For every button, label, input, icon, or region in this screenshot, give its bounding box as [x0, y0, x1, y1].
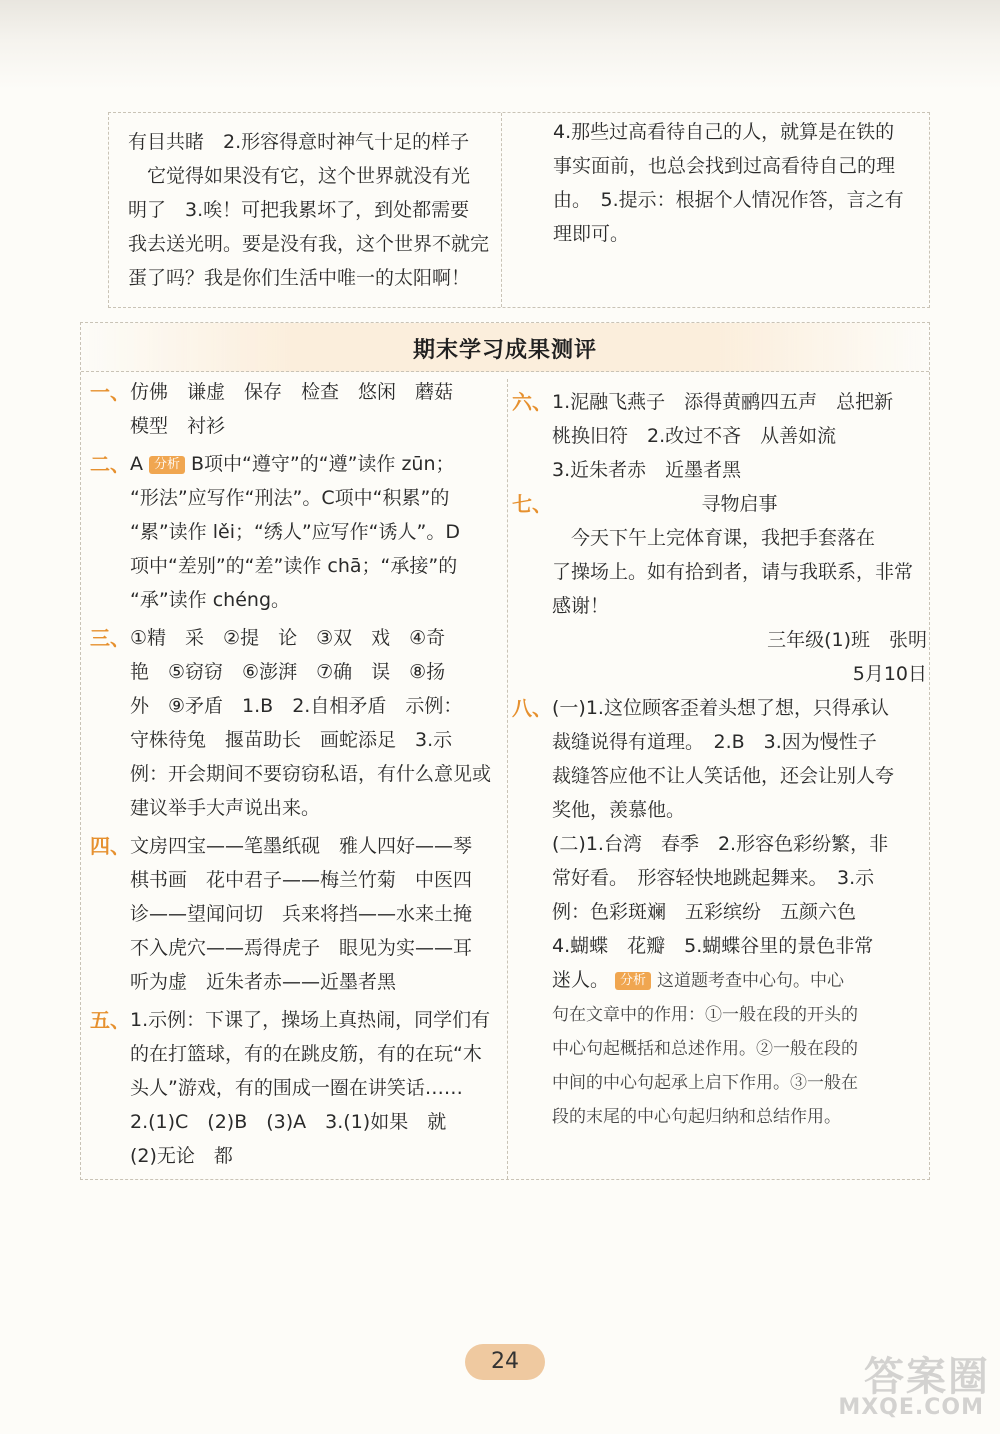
column-divider [507, 379, 508, 1179]
text-line: 听为虚 近朱者赤——近墨者黑 [130, 971, 397, 993]
text-line: 事实面前，也总会找到过高看待自己的理 [553, 155, 896, 177]
top-left-column [128, 125, 488, 295]
title-band [81, 323, 929, 372]
column-divider [501, 113, 502, 307]
analysis-text: 这道题考查中心句。中心 [657, 971, 845, 991]
text-line: 艳 ⑤窃窃 ⑥澎湃 ⑦确 误 ⑧扬 [130, 661, 446, 683]
answer-item-2 [90, 447, 505, 617]
top-right-column [553, 115, 923, 251]
watermark-logo: 答案圈 MXQE.COM [838, 1354, 990, 1420]
answer-item-3 [90, 621, 505, 825]
text-line: 明了 3.唉！可把我累坏了，到处都需要 [128, 199, 470, 221]
text-line: (二)1.台湾 春季 2.形容色彩纷繁，非 [552, 833, 889, 855]
text-line: 蛋了吗？我是你们生活中唯一的太阳啊！ [128, 267, 471, 289]
text-line: 建议举手大声说出来。 [130, 797, 321, 819]
text-line [130, 447, 505, 481]
item-number: 七、 [512, 492, 552, 516]
text-line: 了操场上。如有拾到者，请与我联系，非常 [552, 561, 914, 583]
answer-item-1 [90, 375, 505, 443]
text-line [552, 963, 927, 998]
text-line: ①精 采 ②提 论 ③双 戏 ④奇 [130, 627, 446, 649]
item-number: 三、 [90, 626, 130, 650]
notice-title: 寻物启事 [701, 493, 778, 515]
text-line: 外 ⑨矛盾 1.B 2.自相矛盾 示例： [130, 695, 463, 717]
text-line: “承”读作 chéng。 [130, 589, 291, 611]
notice-date: 5月10日 [852, 663, 927, 685]
text-line: 奖他，羡慕他。 [552, 799, 686, 821]
section-title: 期末学习成果测评 [412, 338, 597, 363]
text-line: 3.近朱者赤 近墨者黑 [552, 459, 742, 481]
text-line: 4.那些过高看待自己的人，就算是在铁的 [553, 121, 895, 143]
notice-signature: 三年级(1)班 张明 [767, 629, 927, 651]
item-number: 五、 [90, 1008, 130, 1032]
text-line: 今天下午上完体育课，我把手套落在 [552, 527, 876, 549]
text-line: “累”读作 lěi；“绣人”应写作“诱人”。D [130, 521, 460, 543]
text-line: 文房四宝——笔墨纸砚 雅人四好——琴 [130, 835, 473, 857]
right-answer-column [512, 385, 927, 1134]
analysis-line: 中心句起概括和总述作用。②一般在段的 [552, 1039, 858, 1059]
text-line: 项中“差别”的“差”读作 chā；“承接”的 [130, 555, 458, 577]
text-line: “形法”应写作“刑法”。C项中“积累”的 [130, 487, 450, 509]
text-line: 棋书画 花中君子——梅兰竹菊 中医四 [130, 869, 473, 891]
text-line: 2.(1)C (2)B (3)A 3.(1)如果 就 [130, 1111, 447, 1133]
answer-letter: A [130, 453, 143, 475]
text-line: 头人”游戏，有的围成一圈在讲笑话…… [130, 1077, 463, 1099]
item-number: 六、 [512, 390, 552, 414]
text-line: 仿佛 谦虚 保存 检查 悠闲 蘑菇 [130, 381, 454, 403]
scan-edge [0, 0, 1000, 90]
answer-item-8 [512, 691, 927, 1134]
text-line: 1.泥融飞燕子 添得黄鹂四五声 总把新 [552, 391, 894, 413]
analysis-badge: 分析 [149, 456, 185, 474]
text-line: 我去送光明。要是没有我，这个世界不就完 [128, 233, 490, 255]
item-number: 八、 [512, 696, 552, 720]
text-line: 例：色彩斑斓 五彩缤纷 五颜六色 [552, 901, 857, 923]
text-line: 守株待兔 揠苗助长 画蛇添足 3.示 [130, 729, 453, 751]
analysis-text: B项中“遵守”的“遵”读作 zūn； [191, 453, 455, 475]
answer-item-4 [90, 829, 505, 999]
text-line: 裁缝答应他不让人笑话他，还会让别人夸 [552, 765, 895, 787]
text-line: 1.示例：下课了，操场上真热闹，同学们有 [130, 1009, 491, 1031]
text-line: 裁缝说得有道理。 2.B 3.因为慢性子 [552, 731, 877, 753]
text-line: 的在打篮球，有的在跳皮筋，有的在玩“木 [130, 1043, 482, 1065]
analysis-badge: 分析 [615, 972, 651, 990]
text-line: 理即可。 [553, 223, 630, 245]
text-line: 桃换旧符 2.改过不吝 从善如流 [552, 425, 837, 447]
analysis-line: 中间的中心句起承上启下作用。③一般在 [552, 1073, 858, 1093]
analysis-line: 段的末尾的中心句起归纳和总结作用。 [552, 1107, 841, 1127]
text-line: 诊——望闻问切 兵来将挡——水来土掩 [130, 903, 473, 925]
text-line: 有目共睹 2.形容得意时神气十足的样子 [128, 131, 470, 153]
text-line: 它觉得如果没有它，这个世界就没有光 [128, 165, 471, 187]
text-line: (一)1.这位顾客歪着头想了想，只得承认 [552, 697, 889, 719]
text-line: 4.蝴蝶 花瓣 5.蝴蝶谷里的景色非常 [552, 935, 874, 957]
item-number: 四、 [90, 834, 130, 858]
answer-item-5 [90, 1003, 505, 1173]
text-line: 例：开会期间不要窃窃私语，有什么意见或 [130, 763, 492, 785]
text-line: 模型 衬衫 [130, 415, 226, 437]
page-number: 24 [465, 1344, 545, 1380]
text-line: 常好看。 形容轻快地跳起舞来。 3.示 [552, 867, 875, 889]
text-line: (2)无论 都 [130, 1145, 233, 1167]
answer-item-6 [512, 385, 927, 487]
analysis-line: 句在文章中的作用：①一般在段的开头的 [552, 1005, 858, 1025]
text-line: 不入虎穴——焉得虎子 眼见为实——耳 [130, 937, 473, 959]
left-answer-column [90, 375, 505, 1173]
item-number: 二、 [90, 452, 130, 476]
text-line: 由。 5.提示：根据个人情况作答，言之有 [553, 189, 904, 211]
item-number: 一、 [90, 380, 130, 404]
answer-text: 迷人。 [552, 969, 610, 991]
answer-item-7 [512, 487, 927, 691]
text-line: 感谢！ [552, 595, 610, 617]
